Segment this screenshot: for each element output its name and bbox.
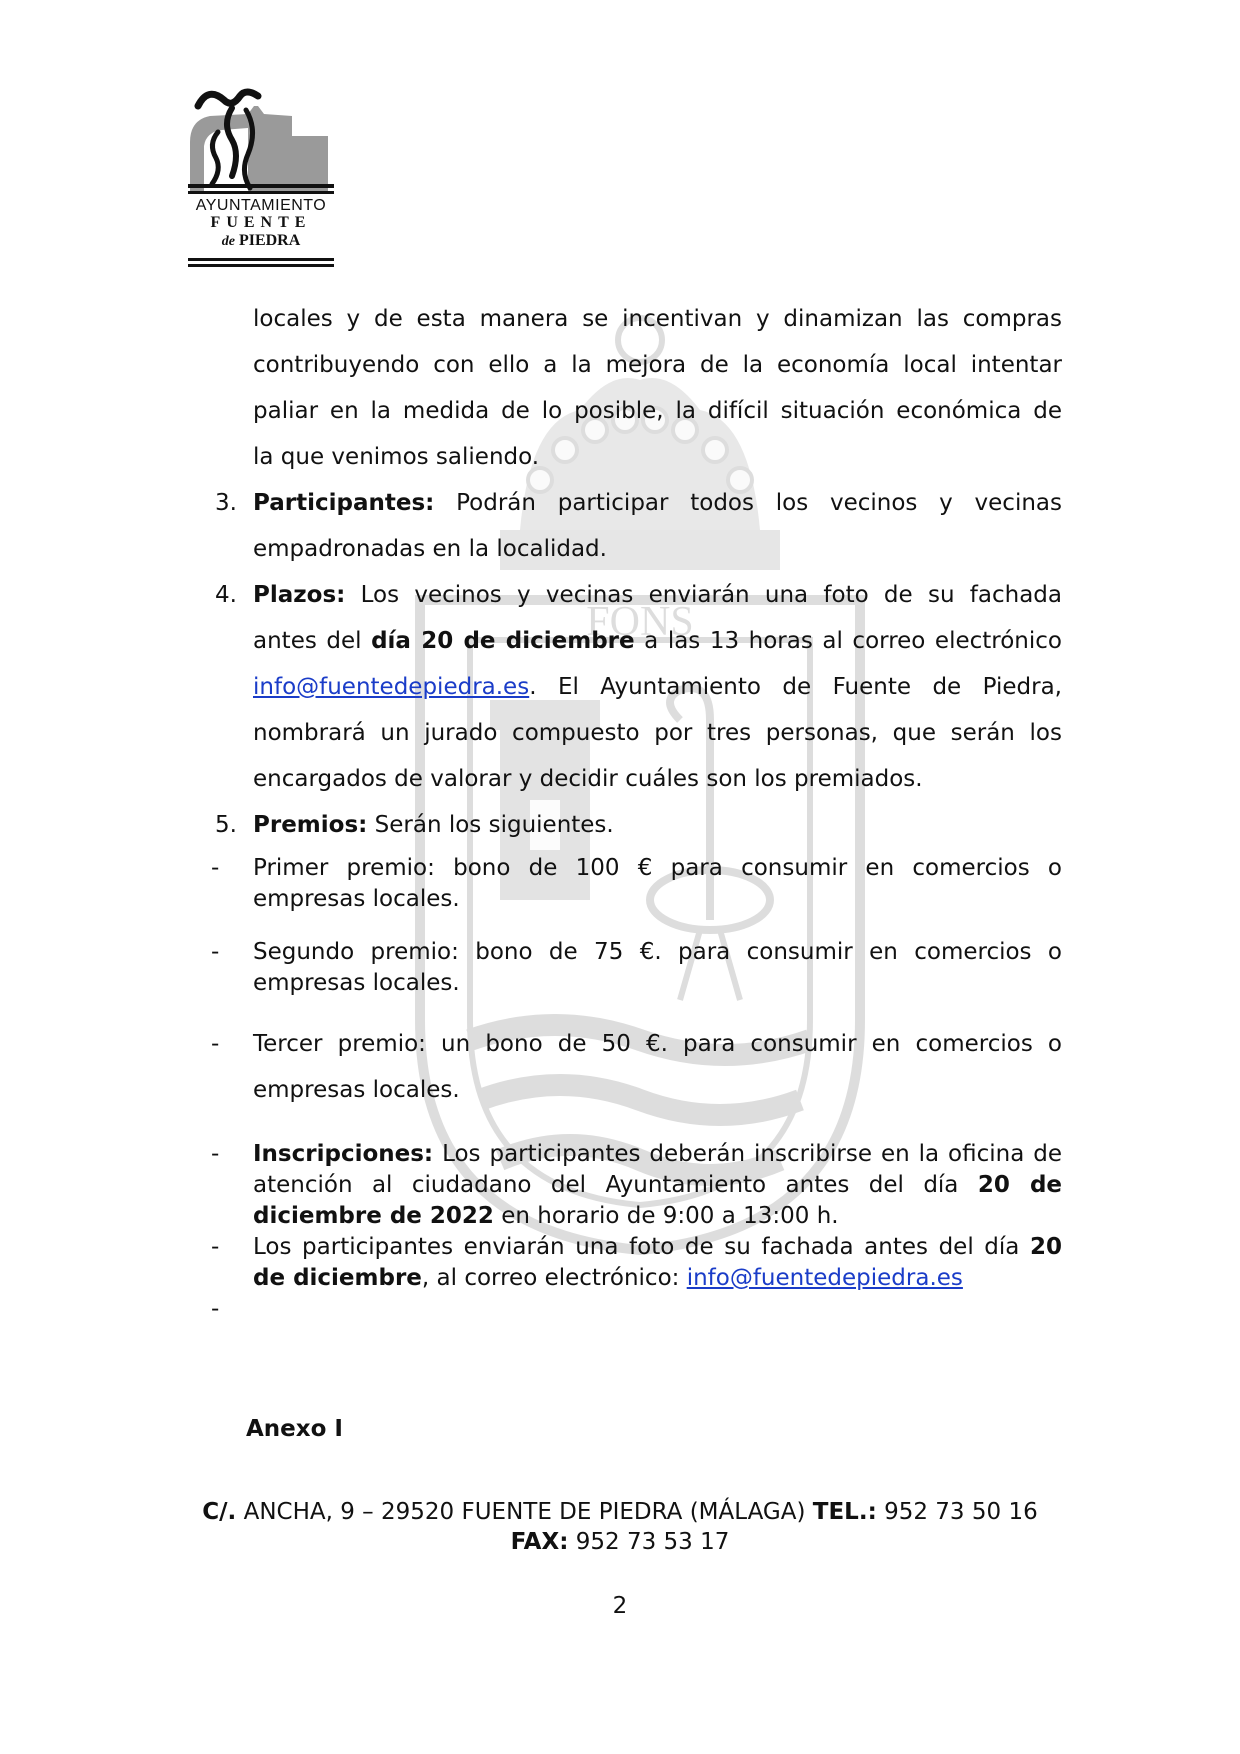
prize-second: - Segundo premio: bono de 75 €. para consumir en comercios o empresas locales. bbox=[211, 939, 1062, 996]
premios-label: Premios: bbox=[253, 812, 368, 838]
logo-line-1: AYUNTAMIENTO bbox=[195, 197, 327, 214]
intro-line-2: contribuyendo con ello a la mejora de la economía local intentar bbox=[253, 352, 1062, 378]
list-item-participantes: 3. Participantes: Podrán participar todos los vecinos y vecinas empadronadas en la localidad. bbox=[205, 480, 1062, 572]
footer-address: C/. ANCHA, 9 – 29520 FUENTE DE PIEDRA (MÁLAGA) TEL.: 952 73 50 16 bbox=[202, 1499, 1038, 1525]
list-number: 5. bbox=[215, 812, 237, 838]
municipal-logo bbox=[188, 80, 334, 270]
list-item-premios: 5. Premios: Serán los siguientes. bbox=[205, 802, 1062, 848]
logo-emblem-icon bbox=[188, 80, 334, 200]
intro-line-1: locales y de esta manera se incentivan y dinamizan las compras bbox=[253, 306, 1062, 332]
prize-first: - Primer premio: bono de 100 € para consumir en comercios o empresas locales. bbox=[211, 855, 1062, 912]
prize-third: - Tercer premio: un bono de 50 €. para consumir en comercios o empresas locales. bbox=[211, 1031, 1062, 1103]
email-link[interactable]: info@fuentedepiedra.es bbox=[253, 674, 530, 700]
intro-paragraph bbox=[205, 296, 1062, 480]
list-item-plazos: 4. Plazos: Los vecinos y vecinas enviarán una foto de su fachada antes del día 20 de diciembre a las 13 horas al correo electrónico info@fuentedepiedra.es. El Ayuntamiento de Fuente de Piedra, nombrará un jurado compuesto por tres personas, que serán los encargados de valorar y decidir cuáles son los premiados. bbox=[205, 572, 1062, 802]
envio-item: - Los participantes enviarán una foto de su fachada antes del día 20 de diciembre, al correo electrónico: info@fuentedepiedra.es bbox=[211, 1234, 1062, 1291]
plazos-label: Plazos: bbox=[253, 582, 346, 608]
logo-underline-icon bbox=[188, 256, 334, 270]
list-number: 3. bbox=[215, 490, 237, 516]
inscripciones-label: Inscripciones: bbox=[253, 1141, 434, 1167]
logo-line-3: de PIEDRA bbox=[221, 232, 301, 249]
list-number: 4. bbox=[215, 582, 237, 608]
anexo-heading: Anexo I bbox=[246, 1416, 343, 1442]
footer-fax: FAX: 952 73 53 17 bbox=[510, 1529, 730, 1555]
empty-list-item: - bbox=[211, 1296, 220, 1322]
document-body bbox=[205, 296, 1062, 1325]
intro-line-4: la que venimos saliendo. bbox=[253, 444, 540, 470]
participantes-label: Participantes: bbox=[253, 490, 435, 516]
watermark-text: FONS bbox=[586, 599, 694, 645]
intro-line-3: paliar en la medida de lo posible, la difícil situación económica de bbox=[253, 398, 1062, 424]
email-link-2[interactable]: info@fuentedepiedra.es bbox=[686, 1265, 963, 1291]
logo-line-2: FUENTE bbox=[210, 214, 312, 231]
page-number: 2 bbox=[612, 1593, 628, 1619]
inscripciones-item: - Inscripciones: Los participantes deberán inscribirse en la oficina de atención al ciudadano del Ayuntamiento antes del día 20 de diciembre de 2022 en horario de 9:00 a 13:00 h. bbox=[211, 1141, 1063, 1229]
